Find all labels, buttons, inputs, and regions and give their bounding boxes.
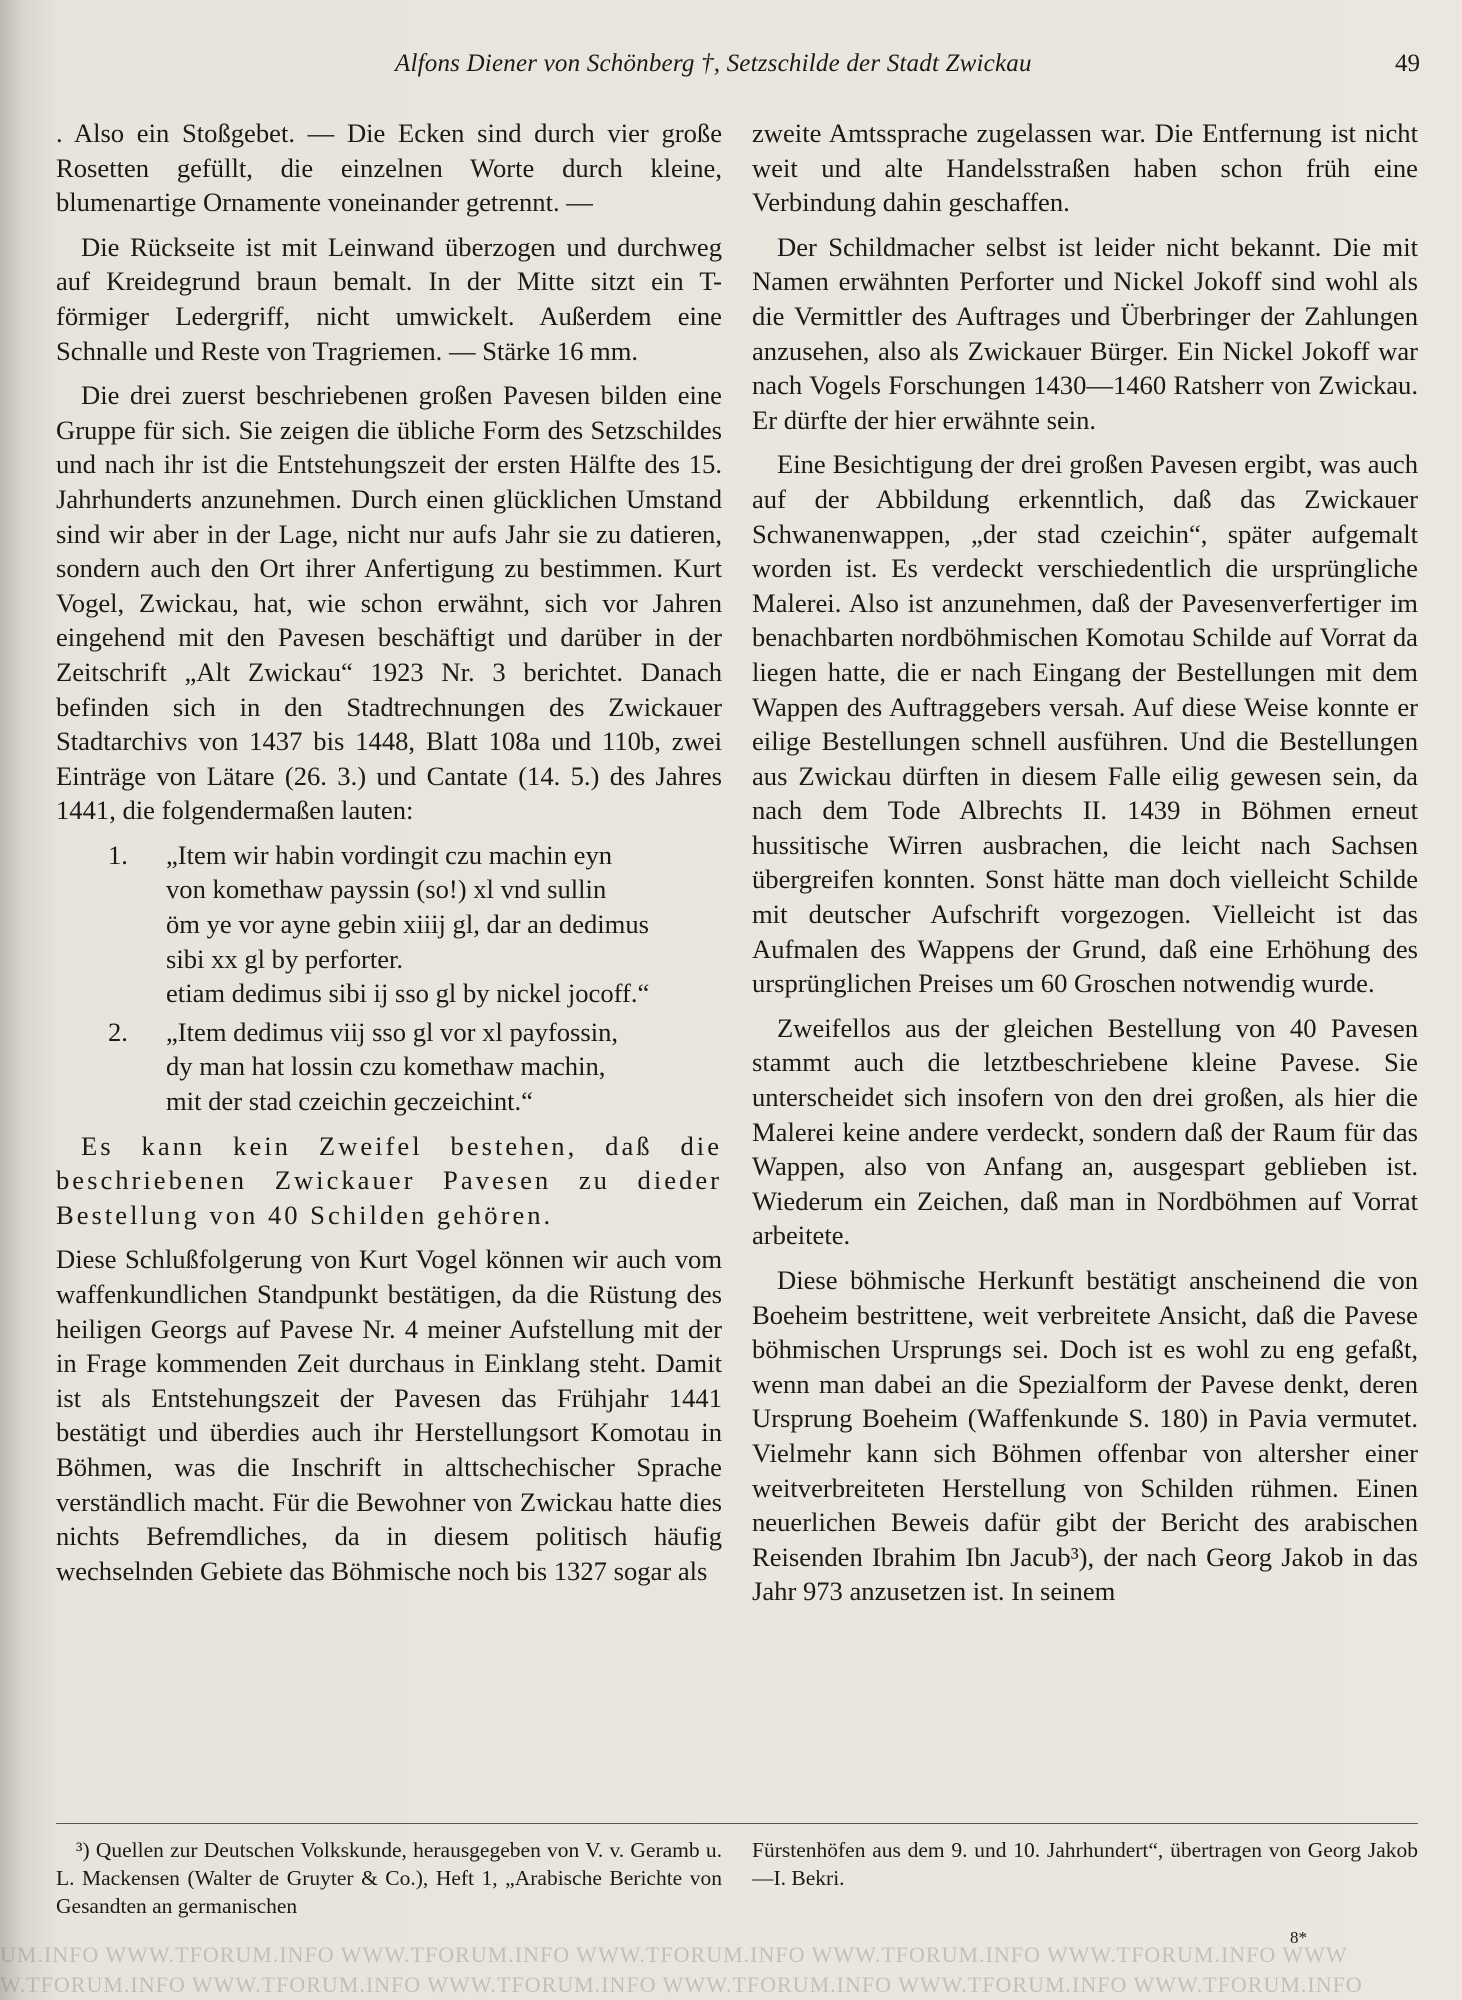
running-title: Alfons Diener von Schönberg †, Setzschilde der Stadt Zwickau <box>395 50 1032 77</box>
running-header <box>0 50 1462 90</box>
footnote-left <box>56 1836 722 1920</box>
right-column <box>752 116 1418 1619</box>
quote-line: öm ye vor ayne gebin xiiij gl, dar an dedimus <box>166 909 650 940</box>
footnote-rule <box>56 1823 1418 1824</box>
right-paragraph-3: Eine Besichtigung der drei großen Pavesen ergibt, was auch auf der Abbildung erkenntlich, daß das Zwickauer Schwanenwappen, „der stad czeichin“, später aufgemalt worden ist. Es verdeckt verschiedentlich die ursprüngliche Malerei. Also ist anzunehmen, daß der Pavesenverfertiger im benachbarten nordböhmischen Komotau Schilde auf Vorrat da liegen hatte, die er nach Eingang der Bestellungen mit dem Wappen des Auftraggebers versah. Auf diese Weise konnte er eilige Bestellungen schnell ausführen. Und die Bestellungen aus Zwickau dürften in diesem Falle eilig gewesen sein, da nach dem Tode Albrechts II. 1439 in Böhmen erneut hussitische Wirren ausbrachen, die leicht nach Sachsen übergreifen konnten. Sonst hätte man doch vielleicht Schilde mit deutscher Aufschrift vorgezogen. Vielleicht ist das Aufmalen des Wappens der Grund, daß eine Erhöhung des ursprünglichen Preises um 60 Groschen notwendig wurde. <box>752 449 1418 999</box>
right-paragraph-2: Der Schildmacher selbst ist leider nicht bekannt. Die mit Namen erwähnten Perforter und Nickel Jokoff sind wohl als die Vermittler des Auftrages und Überbringer der Zahlungen anzusehen, also als Zwickauer Bürger. Ein Nickel Jokoff war nach Vogels Forschungen 1430—1460 Ratsherr von Zwickau. Er dürfte der hier erwähnte sein. <box>752 231 1418 435</box>
right-paragraph-5: Diese böhmische Herkunft bestätigt anscheinend die von Boeheim bestrittene, weit verbreitete Ansicht, daß die Pavese böhmischen Ursprungs sei. Doch ist es wohl zu eng gefaßt, wenn man dabei an die Spezialform der Pavese denkt, deren Ursprung Boeheim (Waffenkunde S. 180) in Pavia vermutet. Vielmehr kann sich Böhmen offenbar von altersher einer weitverbreiteten Herstellung von Schilden rühmen. Einen neuerlichen Beweis dafür gibt der Bericht des arabischen Reisenden Ibrahim Ibn Jacub³), der nach Georg Jakob in das Jahr 973 anzusetzen ist. In seinem <box>752 1265 1418 1607</box>
left-column <box>56 116 722 1598</box>
quote-line: „Item dedimus viij sso gl vor xl payfossin, <box>166 1016 619 1047</box>
quote-line: dy man hat lossin czu komethaw machin, <box>166 1051 606 1082</box>
watermark-line-1: UM.INFO WWW.TFORUM.INFO WWW.TFORUM.INFO WWW.TFORUM.INFO WWW.TFORUM.INFO WWW.TFORUM.INFO WWW <box>0 1942 1348 1967</box>
footnote-3-continued: Fürstenhöfen aus dem 9. und 10. Jahrhundert“, übertragen von Georg Jakob—I. Bekri. <box>752 1838 1418 1890</box>
right-paragraph-4: Zweifellos aus der gleichen Bestellung von 40 Pavesen stammt auch die letztbeschriebene kleine Pavese. Sie unterscheidet sich insofern von den drei großen, als hier die Malerei keine andere verdeckt, sondern daß der Raum für das Wappen, also von Anfang an, ausgespart geblieben ist. Wiederum ein Zeichen, daß man in Nordböhmen auf Vorrat arbeitete. <box>752 1012 1418 1251</box>
quote-line: von komethaw payssin (so!) xl vnd sullin <box>166 874 607 905</box>
footnote-right <box>752 1836 1418 1892</box>
quote-line: sibi xx gl by perforter. <box>166 943 404 974</box>
quote-number-2: 2. <box>108 1016 128 1047</box>
page-number: 49 <box>1395 50 1420 77</box>
quote-line: „Item wir habin vordingit czu machin eyn <box>166 839 613 870</box>
quote-line: etiam dedimus sibi ij sso gl by nickel jocoff.“ <box>166 978 650 1009</box>
quote-line: mit der stad czeichin geczeichint.“ <box>166 1086 533 1117</box>
left-paragraph-3: Die drei zuerst beschriebenen großen Pavesen bilden eine Gruppe für sich. Sie zeigen die übliche Form des Setzschildes und nach ihr ist die Entstehungszeit der ersten Hälfte des 15. Jahrhunderts anzunehmen. Durch einen glücklichen Umstand sind wir aber in der Lage, nicht nur aufs Jahr sie zu datieren, sondern auch den Ort ihrer Anfertigung zu bestimmen. Kurt Vogel, Zwickau, hat, wie schon erwähnt, sich vor Jahren eingehend mit den Pavesen beschäftigt und darüber in der Zeitschrift „Alt Zwickau“ 1923 Nr. 3 berichtet. Danach befinden sich in den Stadtrechnungen des Zwickauer Stadtarchivs von 1437 bis 1448, Blatt 108a und 110b, zwei Einträge von Lätare (26. 3.) und Cantate (14. 5.) des Jahres 1441, die folgendermaßen lauten: <box>56 380 722 826</box>
quote-item-1 <box>56 838 722 1011</box>
left-paragraph-spaced: Es kann kein Zweifel bestehen, daß die beschriebenen Zwickauer Pavesen zu dieder Bestellung von 40 Schilden gehören. <box>56 1130 722 1230</box>
quote-number-1: 1. <box>108 839 128 870</box>
watermark-line-2: W.TFORUM.INFO WWW.TFORUM.INFO WWW.TFORUM.INFO WWW.TFORUM.INFO WWW.TFORUM.INFO WWW.TFORUM.INFO <box>0 1972 1363 1997</box>
quote-item-2 <box>56 1015 722 1119</box>
left-paragraph-2: Die Rückseite ist mit Leinwand überzogen und durchweg auf Kreidegrund braun bemalt. In der Mitte sitzt ein T-förmiger Ledergriff, nicht umwickelt. Außerdem eine Schnalle und Reste von Tragriemen. — Stärke 16 mm. <box>56 231 722 366</box>
signature-mark: 8* <box>1290 1928 1307 1947</box>
right-paragraph-1: zweite Amtssprache zugelassen war. Die Entfernung ist nicht weit und alte Handelsstraßen haben schon früh eine Verbindung dahin geschaffen. <box>752 118 1418 218</box>
left-paragraph-5: Diese Schlußfolgerung von Kurt Vogel können wir auch vom waffenkundlichen Standpunkt bestätigen, da die Rüstung des heiligen Georgs auf Pavese Nr. 4 meiner Aufstellung mit der in Frage kommenden Zeit durchaus in Einklang steht. Damit ist als Entstehungszeit der Pavesen das Frühjahr 1441 bestätigt und überdies auch ihr Herstellungsort Komotau in Böhmen, was die Inschrift in alttschechischer Sprache verständlich macht. Für die Bewohner von Zwickau hatte dies nichts Befremdliches, da in diesem politisch häufig wechselnden Gebiete das Böhmische noch bis 1327 sogar als <box>56 1244 722 1586</box>
footnote-3-start: ³) Quellen zur Deutschen Volkskunde, herausgegeben von V. v. Geramb u. L. Mackensen (Walter de Gruyter & Co.), Heft 1, „Arabische Berichte von Gesandten an germanischen <box>56 1838 722 1918</box>
left-paragraph-1: . Also ein Stoßgebet. — Die Ecken sind durch vier große Rosetten gefüllt, die einzelnen Worte durch kleine, blumenartige Ornamente voneinander getrennt. — <box>56 118 722 218</box>
archive-quotes <box>56 838 722 1119</box>
